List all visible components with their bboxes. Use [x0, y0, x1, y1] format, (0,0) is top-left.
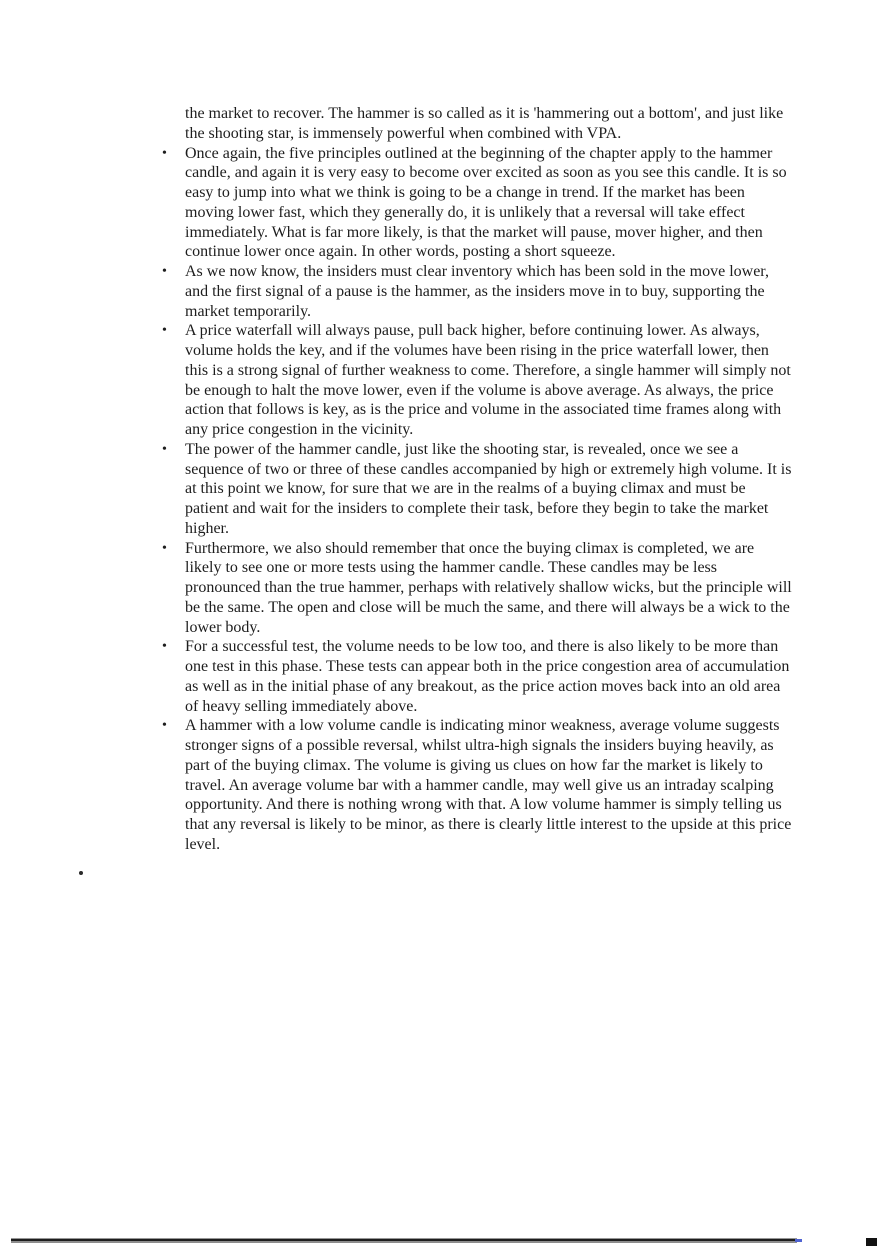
- bullet-item: [161, 262, 793, 321]
- bullet-list: [161, 144, 793, 855]
- bullet-marker-icon: •: [162, 540, 167, 556]
- bullet-text: For a successful test, the volume needs to be low too, and there is also likely to be more than one test in this phase. These tests can appear both in the price congestion area of accumulation as well as in the initial phase of any breakout, as the price action moves back into an old area of heavy selling immediately above.: [185, 638, 790, 715]
- bullet-text: Furthermore, we also should remember that once the buying climax is completed, we are likely to see one or more tests using the hammer candle. These candles may be less pronounced than the true hammer, perhaps with relatively shallow wicks, but the principle will be the same. The open and close will be much the same, and there will always be a wick to the lower body.: [185, 539, 792, 636]
- body-text: [161, 104, 793, 855]
- bullet-marker-icon: •: [162, 323, 167, 339]
- bullet-marker-icon: •: [162, 441, 167, 457]
- bullet-marker-icon: •: [162, 718, 167, 734]
- bullet-item: [161, 637, 793, 716]
- bullet-item: [161, 539, 793, 638]
- bullet-marker-icon: •: [162, 264, 167, 279]
- footer-rule-blue-tip: [795, 1239, 802, 1242]
- bullet-marker-icon: •: [162, 145, 167, 161]
- stray-dot-mark: [79, 871, 83, 875]
- bullet-item: [161, 144, 793, 263]
- bullet-text: A price waterfall will always pause, pull back higher, before continuing lower. As always, volume holds the key, and if the volumes have been rising in the price waterfall lower, then this is a strong signal of further weakness to come. Therefore, a single hammer will simply not be enough to halt the move lower, even if the volume is above average. As always, the price action that follows is key, as is the price and volume in the associated time frames along with any price congestion in the vicinity.: [185, 322, 791, 438]
- corner-black-square: [866, 1238, 877, 1246]
- bullet-text: A hammer with a low volume candle is indicating minor weakness, average volume suggests stronger signs of a possible reversal, whilst ultra-high signals the insiders buying heavily, as part of the buying climax. The volume is giving us clues on how far the market is likely to travel. An average volume bar with a hammer candle, may well give us an intraday scalping opportunity. And there is nothing wrong with that. A low volume hammer is simply telling us that any reversal is likely to be minor, as there is clearly little interest to the upside at this price level.: [185, 717, 792, 853]
- bullet-text: As we now know, the insiders must clear inventory which has been sold in the move lower, and the first signal of a pause is the hammer, as the insiders move in to buy, supporting the market temporarily.: [185, 263, 769, 320]
- bullet-marker-icon: •: [162, 639, 167, 655]
- bullet-item: [161, 440, 793, 539]
- bullet-item: [161, 716, 793, 854]
- bullet-item: [161, 321, 793, 440]
- paragraph-continuation: the market to recover. The hammer is so called as it is 'hammering out a bottom', and just like the shooting star, is immensely powerful when combined with VPA.: [185, 105, 784, 142]
- bullet-text: The power of the hammer candle, just like the shooting star, is revealed, once we see a sequence of two or three of these candles accompanied by high or extremely high volume. It is at this point we know, for sure that we are in the realms of a buying climax and must be patient and wait for the insiders to complete their task, before they begin to take the market higher.: [185, 440, 792, 537]
- bullet-text: Once again, the five principles outlined at the beginning of the chapter apply to the hammer candle, and again it is very easy to become over excited as soon as you see this candle. It is so easy to jump into what we think is going to be a change in trend. If the market has been moving lower fast, which they generally do, it is unlikely that a reversal will take effect immediately. What is far more likely, is that the market will pause, mover higher, and then continue lower once again. In other words, posting a short squeeze.: [185, 144, 787, 261]
- footer-scan-rule: [11, 1238, 797, 1243]
